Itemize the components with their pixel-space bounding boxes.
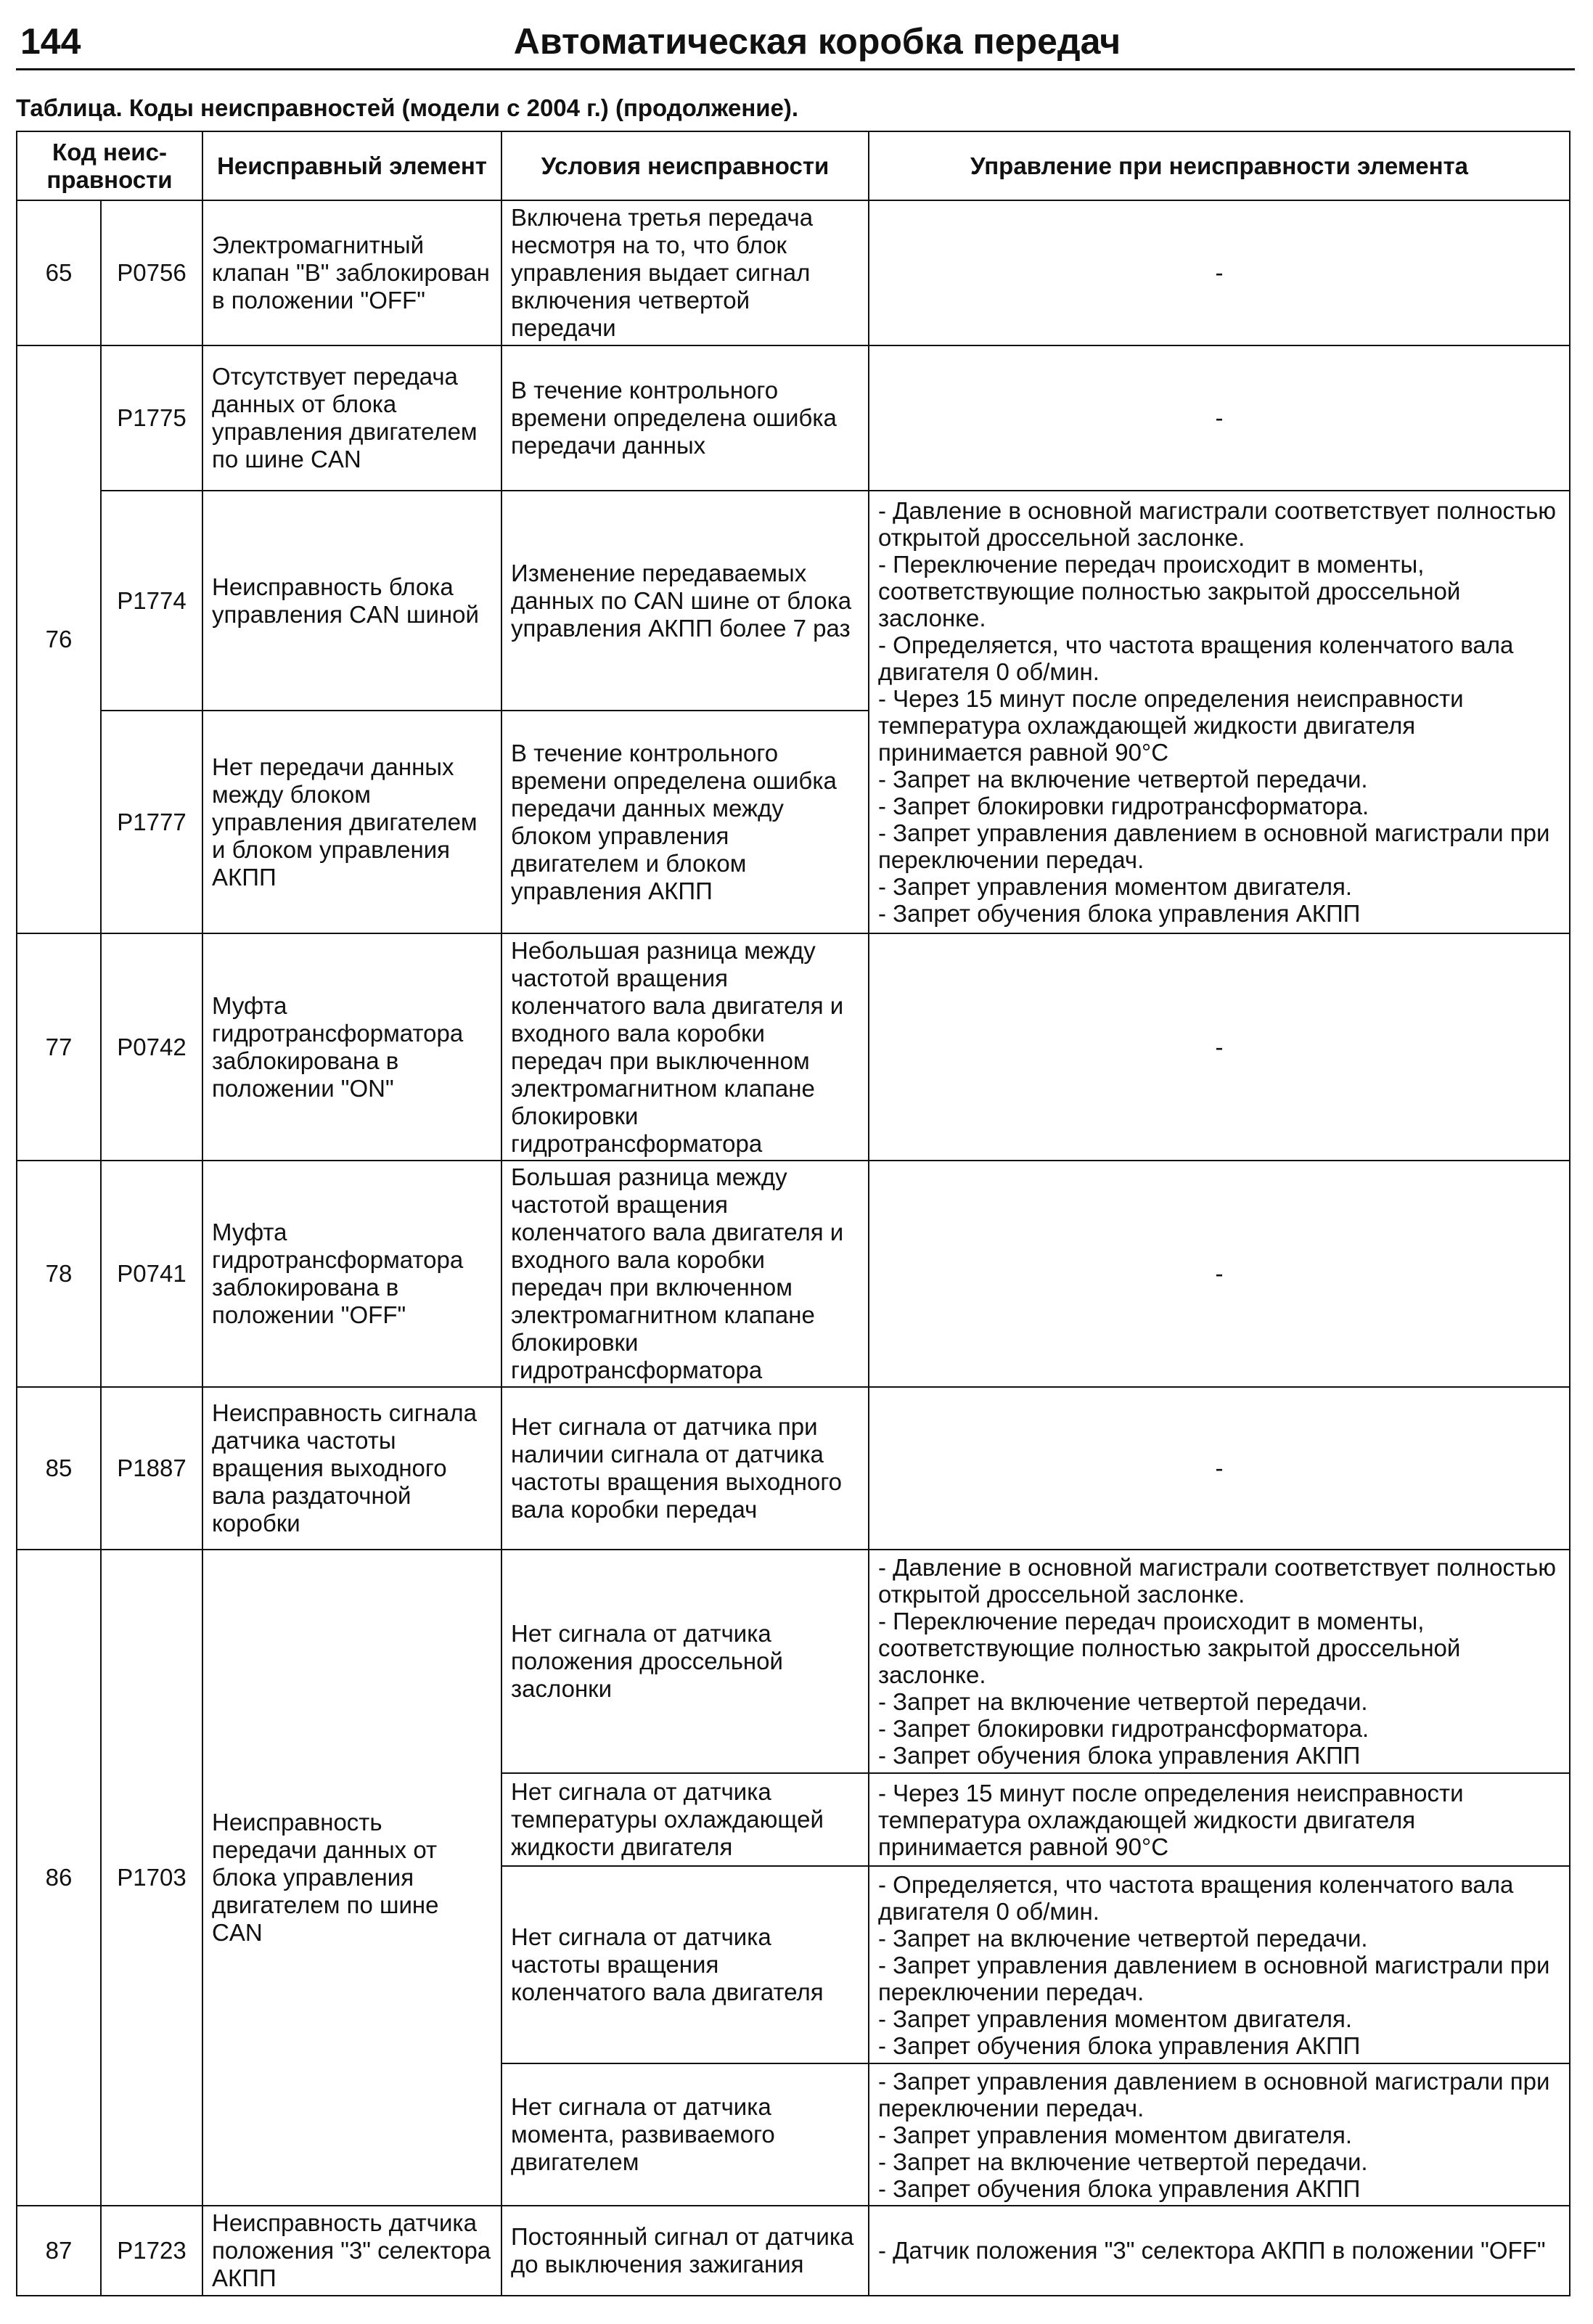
fault-condition: Небольшая разница между частотой вращения коленчатого вала двигателя и входного вала коробки передач при выключенном электромагнитном клапане блокировки гидротрансформатора xyxy=(501,933,869,1161)
header-element: Неисправный элемент xyxy=(202,131,501,200)
table-row xyxy=(17,933,1570,1161)
fault-condition: Нет сигнала от датчика момента, развиваемого двигателем xyxy=(501,2063,869,2206)
code-number: 86 xyxy=(17,1550,101,2206)
faulty-element: Муфта гидротрансформатора заблокирована в положении "OFF" xyxy=(202,1161,501,1387)
faulty-element: Нет передачи данных между блоком управления двигателем и блоком управления АКПП xyxy=(202,711,501,933)
fault-control: - Определяется, что частота вращения коленчатого вала двигателя 0 об/мин. - Запрет на включение четвертой передачи. - Запрет управления давлением в основной магистрали при переключении передач. - Запрет управления моментом двигателя. - Запрет обучения блока управления АКПП xyxy=(869,1866,1570,2063)
fault-condition: Нет сигнала от датчика при наличии сигнала от датчика частоты вращения выходного вала коробки передач xyxy=(501,1387,869,1550)
dtc-code: P1777 xyxy=(101,711,202,933)
fault-condition: Изменение передаваемых данных по CAN шине от блока управления АКПП более 7 раз xyxy=(501,491,869,711)
code-number: 65 xyxy=(17,200,101,345)
fault-control: - Через 15 минут после определения неисправности температура охлаждающей жидкости двигателя принимается равной 90°C xyxy=(869,1773,1570,1866)
table-row xyxy=(17,200,1570,345)
faulty-element: Отсутствует передача данных от блока управления двигателем по шине CAN xyxy=(202,345,501,491)
table-row xyxy=(17,1161,1570,1387)
dtc-code: P0756 xyxy=(101,200,202,345)
fault-condition: Нет сигнала от датчика положения дроссельной заслонки xyxy=(501,1550,869,1773)
header-condition: Условия неисправности xyxy=(501,131,869,200)
fault-condition: В течение контрольного времени определена ошибка передачи данных между блоком управления двигателем и блоком управления АКПП xyxy=(501,711,869,933)
fault-control: - xyxy=(869,933,1570,1161)
fault-condition: Включена третья передача несмотря на то, что блок управления выдает сигнал включения четвертой передачи xyxy=(501,200,869,345)
faulty-element: Неисправность датчика положения "3" селектора АКПП xyxy=(202,2206,501,2296)
fault-codes-table xyxy=(16,131,1571,2296)
fault-condition: Нет сигнала от датчика температуры охлаждающей жидкости двигателя xyxy=(501,1773,869,1866)
code-number: 78 xyxy=(17,1161,101,1387)
dtc-code: P1774 xyxy=(101,491,202,711)
dtc-code: P1723 xyxy=(101,2206,202,2296)
table-header-row xyxy=(17,131,1570,200)
dtc-code: P1703 xyxy=(101,1550,202,2206)
fault-control: - Датчик положения "3" селектора АКПП в положении "OFF" xyxy=(869,2206,1570,2296)
header-code: Код неис-правности xyxy=(17,131,202,200)
faulty-element: Муфта гидротрансформатора заблокирована в положении "ON" xyxy=(202,933,501,1161)
table-row xyxy=(17,2206,1570,2296)
fault-control: - Запрет управления давлением в основной магистрали при переключении передач. - Запрет управления моментом двигателя. - Запрет на включение четвертой передачи. - Запрет обучения блока управления АКПП xyxy=(869,2063,1570,2206)
code-number: 77 xyxy=(17,933,101,1161)
code-number: 76 xyxy=(17,345,101,933)
table-caption: Таблица. Коды неисправностей (модели с 2004 г.) (продолжение). xyxy=(16,94,799,121)
page-header xyxy=(16,16,1575,70)
table-row xyxy=(17,491,1570,711)
code-number: 85 xyxy=(17,1387,101,1550)
fault-control: - Давление в основной магистрали соответствует полностью открытой дроссельной заслонке. - Переключение передач происходит в моменты, соответствующие полностью закрытой дроссельной заслонке. - Запрет на включение четвертой передачи. - Запрет блокировки гидротрансформатора. - Запрет обучения блока управления АКПП xyxy=(869,1550,1570,1773)
fault-control: - xyxy=(869,345,1570,491)
code-number: 87 xyxy=(17,2206,101,2296)
fault-control: - xyxy=(869,1161,1570,1387)
dtc-code: P1775 xyxy=(101,345,202,491)
faulty-element: Неисправность передачи данных от блока управления двигателем по шине CAN xyxy=(202,1550,501,2206)
fault-condition: Нет сигнала от датчика частоты вращения коленчатого вала двигателя xyxy=(501,1866,869,2063)
page-number: 144 xyxy=(20,21,81,62)
table-row xyxy=(17,345,1570,491)
fault-control: - xyxy=(869,200,1570,345)
fault-condition: В течение контрольного времени определена ошибка передачи данных xyxy=(501,345,869,491)
faulty-element: Неисправность блока управления CAN шиной xyxy=(202,491,501,711)
fault-condition: Постоянный сигнал от датчика до выключения зажигания xyxy=(501,2206,869,2296)
fault-condition: Большая разница между частотой вращения коленчатого вала двигателя и входного вала коробки передач при включенном электромагнитном клапане блокировки гидротрансформатора xyxy=(501,1161,869,1387)
fault-control-shared: - Давление в основной магистрали соответствует полностью открытой дроссельной заслонке. - Переключение передач происходит в моменты, соответствующие полностью закрытой дроссельной заслонке. - Определяется, что частота вращения коленчатого вала двигателя 0 об/мин. - Через 15 минут после определения неисправности температура охлаждающей жидкости двигателя принимается равной 90°C - Запрет на включение четвертой передачи. - Запрет блокировки гидротрансформатора. - Запрет управления давлением в основной магистрали при переключении передач. - Запрет управления моментом двигателя. - Запрет обучения блока управления АКПП xyxy=(869,491,1570,933)
dtc-code: P0741 xyxy=(101,1161,202,1387)
page-title: Автоматическая коробка передач xyxy=(513,21,1121,62)
fault-control: - xyxy=(869,1387,1570,1550)
table-row xyxy=(17,1387,1570,1550)
dtc-code: P0742 xyxy=(101,933,202,1161)
table-row xyxy=(17,1550,1570,1773)
faulty-element: Неисправность сигнала датчика частоты вращения выходного вала раздаточной коробки xyxy=(202,1387,501,1550)
header-control: Управление при неисправности элемента xyxy=(869,131,1570,200)
faulty-element: Электромагнитный клапан "B" заблокирован в положении "OFF" xyxy=(202,200,501,345)
dtc-code: P1887 xyxy=(101,1387,202,1550)
